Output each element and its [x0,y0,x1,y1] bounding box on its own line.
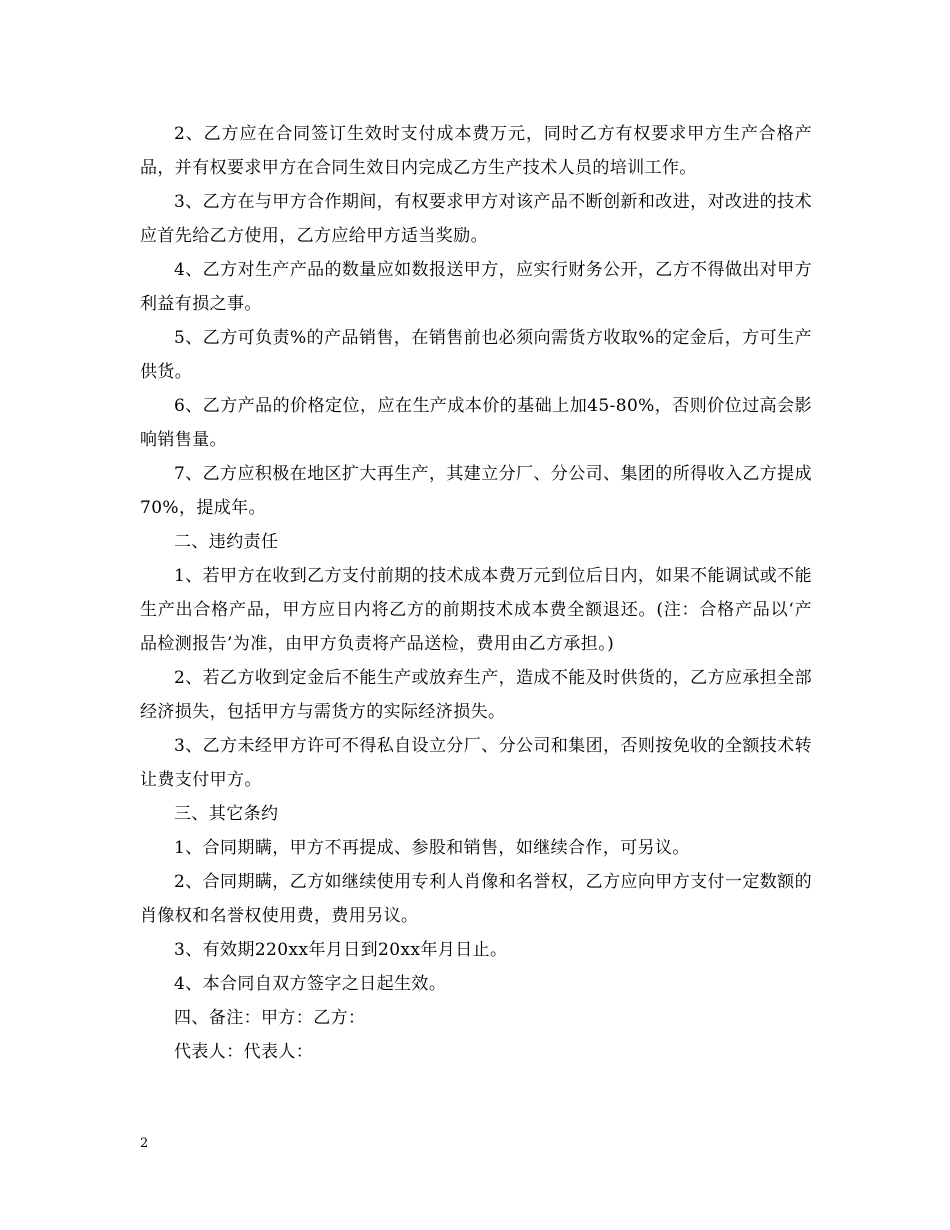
paragraph-other-4: 4、本合同自双方签字之日起生效。 [174,974,447,994]
paragraph-other-3: 3、有效期220xx年月日到20xx年月日止。 [174,940,508,960]
section-heading-breach: 二、违约责任 [174,532,279,552]
section-heading-remarks: 四、备注：甲方：乙方： [174,1008,366,1028]
paragraph-breach-1: 1、若甲方在收到乙方支付前期的技术成本费万元到位后日内，如果不能调试或不能生产出合格产品，甲方应日内将乙方的前期技术成本费全额退还。(注：合格产品以‘产品检测报告’为准，由甲方负责将产品送检，费用由乙方承担。) [140,566,812,654]
paragraph-clause-6: 6、乙方产品的价格定位，应在生产成本价的基础上加45-80%，否则价位过高会影响销售量。 [140,396,812,450]
document-body [140,117,812,1069]
paragraph-clause-5: 5、乙方可负责%的产品销售，在销售前也必须向需货方收取%的定金后，方可生产供货。 [140,328,812,382]
page-number: 2 [140,1136,149,1151]
section-heading-other-terms: 三、其它条约 [174,804,279,824]
paragraph-breach-3: 3、乙方未经甲方许可不得私自设立分厂、分公司和集团，否则按免收的全额技术转让费支付甲方。 [140,736,812,790]
paragraph-other-2: 2、合同期瞒，乙方如继续使用专利人肖像和名誉权，乙方应向甲方支付一定数额的肖像权和名誉权使用费，费用另议。 [140,872,812,926]
paragraph-representatives: 代表人：代表人： [174,1042,314,1062]
paragraph-clause-4: 4、乙方对生产产品的数量应如数报送甲方，应实行财务公开，乙方不得做出对甲方利益有损之事。 [140,260,812,314]
paragraph-breach-2: 2、若乙方收到定金后不能生产或放弃生产，造成不能及时供货的，乙方应承担全部经济损失，包括甲方与需货方的实际经济损失。 [140,668,812,722]
paragraph-clause-3: 3、乙方在与甲方合作期间，有权要求甲方对该产品不断创新和改进，对改进的技术应首先给乙方使用，乙方应给甲方适当奖励。 [140,192,812,246]
paragraph-other-1: 1、合同期瞒，甲方不再提成、参股和销售，如继续合作，可另议。 [174,838,690,858]
paragraph-clause-2: 2、乙方应在合同签订生效时支付成本费万元，同时乙方有权要求甲方生产合格产品，并有权要求甲方在合同生效日内完成乙方生产技术人员的培训工作。 [140,124,812,178]
paragraph-clause-7: 7、乙方应积极在地区扩大再生产，其建立分厂、分公司、集团的所得收入乙方提成70%，提成年。 [140,464,812,518]
